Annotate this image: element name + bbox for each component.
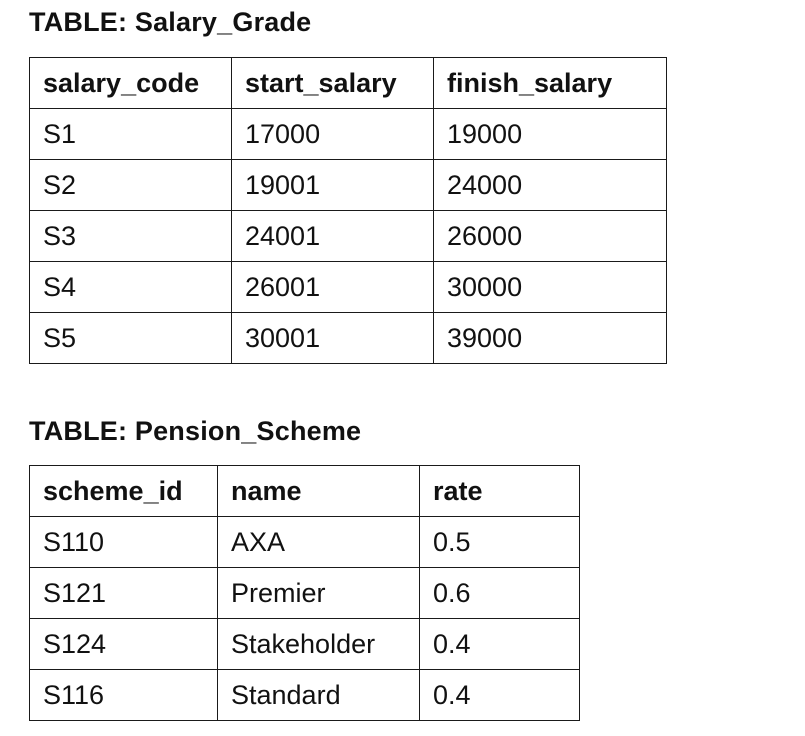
table-cell: 24001 [232,211,434,262]
table-cell: 19001 [232,160,434,211]
table-row [30,517,580,568]
table-cell: S3 [30,211,232,262]
table-row [30,619,580,670]
column-header: rate [420,466,580,517]
table-cell: 0.4 [420,619,580,670]
pension-scheme-table [29,465,580,721]
column-header: scheme_id [30,466,218,517]
table-row [30,568,580,619]
table-cell: 26001 [232,262,434,313]
pension-scheme-caption: TABLE: Pension_Scheme [29,416,362,446]
table-row [30,160,667,211]
table-cell: 0.4 [420,670,580,721]
table-cell: 26000 [434,211,667,262]
table-cell: S121 [30,568,218,619]
table-cell: 0.5 [420,517,580,568]
table-cell: S5 [30,313,232,364]
table-cell: 17000 [232,109,434,160]
table-cell: 30000 [434,262,667,313]
table-cell: Standard [218,670,420,721]
table-header-row [30,58,667,109]
table-cell: S4 [30,262,232,313]
column-header: salary_code [30,58,232,109]
table-cell: Premier [218,568,420,619]
table-cell: 24000 [434,160,667,211]
salary-grade-table [29,57,667,364]
column-header: finish_salary [434,58,667,109]
table-cell: S1 [30,109,232,160]
table-row [30,262,667,313]
table-row [30,313,667,364]
table-cell: 30001 [232,313,434,364]
table-cell: 0.6 [420,568,580,619]
table-cell: S116 [30,670,218,721]
table-cell: 39000 [434,313,667,364]
table-row [30,109,667,160]
column-header: start_salary [232,58,434,109]
table-header-row [30,466,580,517]
table-cell: S124 [30,619,218,670]
table-cell: S2 [30,160,232,211]
table-row [30,211,667,262]
column-header: name [218,466,420,517]
table-cell: 19000 [434,109,667,160]
table-cell: S110 [30,517,218,568]
table-cell: AXA [218,517,420,568]
table-row [30,670,580,721]
salary-grade-caption: TABLE: Salary_Grade [29,7,312,37]
table-cell: Stakeholder [218,619,420,670]
